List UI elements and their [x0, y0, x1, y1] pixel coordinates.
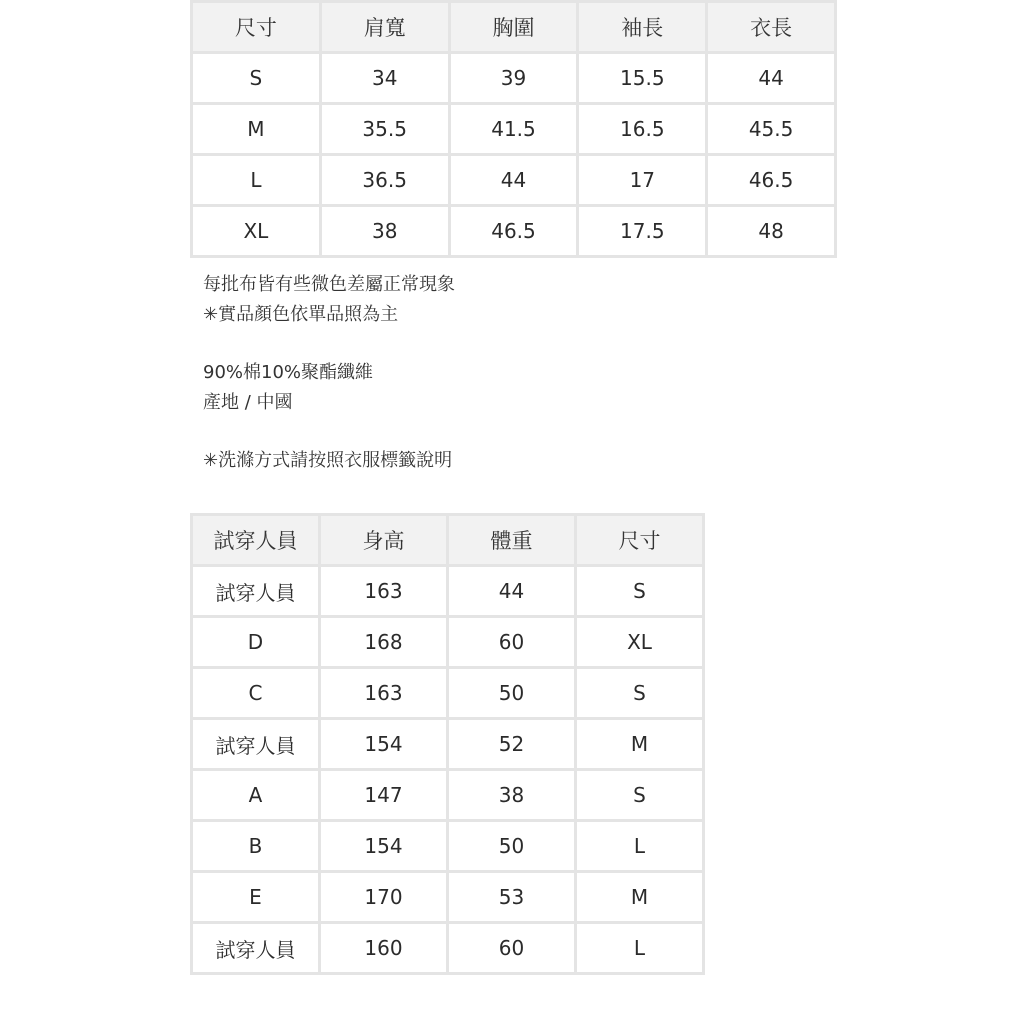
table-cell: 38 — [320, 206, 449, 257]
table-cell: 168 — [320, 617, 448, 668]
country-of-origin: 產地 / 中國 — [203, 391, 293, 413]
table-row — [192, 566, 704, 617]
color-reference-note: ✳實品顏色依單品照為主 — [203, 303, 399, 325]
size-chart-table — [190, 0, 837, 258]
header-cell-sleeve: 袖長 — [578, 2, 707, 53]
table-cell: XL — [192, 206, 321, 257]
table-cell: 154 — [320, 719, 448, 770]
table-cell: L — [576, 821, 704, 872]
table-row — [192, 821, 704, 872]
table-row — [192, 206, 836, 257]
table-cell: 39 — [449, 53, 578, 104]
table-cell: S — [576, 668, 704, 719]
table-cell: 60 — [448, 923, 576, 974]
table-cell: A — [192, 770, 320, 821]
table-cell: 52 — [448, 719, 576, 770]
table-row — [192, 770, 704, 821]
header-cell-model: 試穿人員 — [192, 515, 320, 566]
table-cell: 160 — [320, 923, 448, 974]
table-cell: 41.5 — [449, 104, 578, 155]
table-cell: 44 — [707, 53, 836, 104]
table-cell: 16.5 — [578, 104, 707, 155]
table-cell: XL — [576, 617, 704, 668]
table-cell: 44 — [448, 566, 576, 617]
header-cell-size: 尺寸 — [576, 515, 704, 566]
table-cell: 試穿人員 — [192, 719, 320, 770]
table-cell: 34 — [320, 53, 449, 104]
table-row — [192, 668, 704, 719]
table-cell: 38 — [448, 770, 576, 821]
header-cell-size: 尺寸 — [192, 2, 321, 53]
table-cell: M — [192, 104, 321, 155]
table-cell: 35.5 — [320, 104, 449, 155]
table-cell: 154 — [320, 821, 448, 872]
table-cell: 17.5 — [578, 206, 707, 257]
table-cell: 53 — [448, 872, 576, 923]
table-cell: 44 — [449, 155, 578, 206]
table-cell: 46.5 — [707, 155, 836, 206]
header-cell-chest: 胸圍 — [449, 2, 578, 53]
table-cell: 試穿人員 — [192, 923, 320, 974]
table-cell: C — [192, 668, 320, 719]
spacer — [203, 329, 803, 358]
header-cell-length: 衣長 — [707, 2, 836, 53]
product-notes — [203, 270, 803, 476]
table-row — [192, 923, 704, 974]
table-row — [192, 617, 704, 668]
table-cell: 45.5 — [707, 104, 836, 155]
header-cell-shoulder: 肩寬 — [320, 2, 449, 53]
table-cell: 15.5 — [578, 53, 707, 104]
table-cell: E — [192, 872, 320, 923]
table-cell: 36.5 — [320, 155, 449, 206]
material-composition: 90%棉10%聚酯纖維 — [203, 362, 374, 383]
table-row — [192, 104, 836, 155]
header-cell-height: 身高 — [320, 515, 448, 566]
spacer — [203, 417, 803, 446]
table-cell: 50 — [448, 821, 576, 872]
table-cell: B — [192, 821, 320, 872]
table-row — [192, 872, 704, 923]
table-cell: M — [576, 719, 704, 770]
table-cell: 46.5 — [449, 206, 578, 257]
table-cell: D — [192, 617, 320, 668]
color-variance-note: 每批布皆有些微色差屬正常現象 — [203, 274, 455, 295]
table-cell: 170 — [320, 872, 448, 923]
table-cell: 17 — [578, 155, 707, 206]
table-row — [192, 155, 836, 206]
washing-instructions-note: ✳洗滌方式請按照衣服標籤說明 — [203, 450, 453, 471]
table-cell: 48 — [707, 206, 836, 257]
table-cell: S — [192, 53, 321, 104]
table-cell: 50 — [448, 668, 576, 719]
table-row — [192, 53, 836, 104]
table-cell: 60 — [448, 617, 576, 668]
size-chart-header-row — [192, 2, 836, 53]
table-cell: S — [576, 566, 704, 617]
table-cell: L — [192, 155, 321, 206]
fitting-model-table — [190, 513, 705, 975]
fitting-header-row — [192, 515, 704, 566]
table-row — [192, 719, 704, 770]
table-cell: M — [576, 872, 704, 923]
table-cell: 163 — [320, 566, 448, 617]
table-cell: 163 — [320, 668, 448, 719]
header-cell-weight: 體重 — [448, 515, 576, 566]
table-cell: L — [576, 923, 704, 974]
table-cell: 試穿人員 — [192, 566, 320, 617]
table-cell: 147 — [320, 770, 448, 821]
table-cell: S — [576, 770, 704, 821]
